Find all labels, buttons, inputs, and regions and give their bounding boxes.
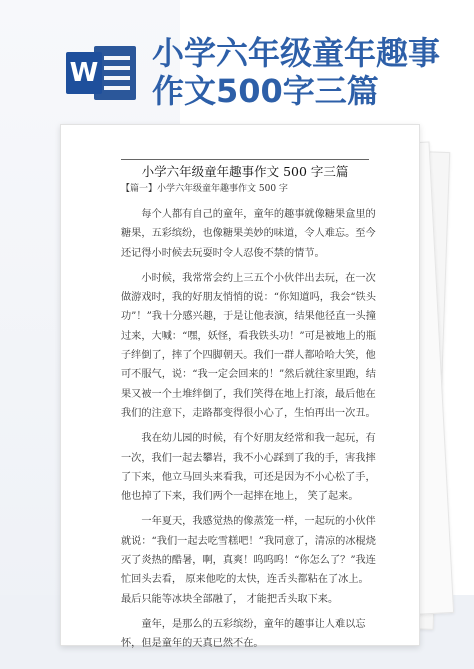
page-title: 小学六年级童年趣事作文500字三篇 — [152, 34, 441, 110]
word-letter-tile: W — [66, 52, 102, 94]
paragraph: 童年，是那么的五彩缤纷，童年的趣事让人难以忘怀，但是童年的天真已然不在。 — [121, 618, 366, 650]
paragraph: 每个人都有自己的童年，童年的趣事就像糖果盒里的糖果，五彩缤纷，也像糖果美妙的味道，令人难忘。至今还记得小时候去玩耍时令人忍俊不禁的情节。 — [121, 209, 376, 259]
paragraph: 小时候，我常常会约上三五个小伙伴出去玩，在一次做游戏时，我的好朋友悄悄的说：“你知道吗，我会“铁头功”！”我十分感兴趣，于是让他表演，结果他径直一头撞过来，大喊：“嘿，妖怪，看我铁头功！”可是被地上的瓶子绊倒了，摔了个四脚朝天。我们一群人都哈哈大笑，他可不服气，说：“我一定会回来的！”然后就往家里跑，结果又被一个土堆绊倒了，我们笑得在地上打滚，最后他在我们的注意下，走路都变得很小心了，生怕再出一次丑。 — [121, 272, 376, 419]
paragraph: 我在幼儿园的时候，有个好朋友经常和我一起玩，有一次，我们一起去攀岩，我不小心踩到了我的手，害我摔了下来，他立马回头来看我，可还是因为不小心松了手，他也掉了下来，我们两个一起摔在地上， 笑了起来。 — [121, 433, 376, 503]
document-page — [60, 124, 420, 650]
document-title: 小学六年级童年趣事作文 500 字三篇 — [141, 164, 349, 179]
document-body — [121, 205, 379, 654]
word-logo-icon — [66, 42, 136, 104]
section-heading: 【篇一】小学六年级童年趣事作文 500 字 — [121, 184, 288, 194]
paragraph: 一年夏天，我感觉热的像蒸笼一样，一起玩的小伙伴就说：“我们一起去吃雪糕吧！”我同意了，清凉的冰棍烧灭了炎热的酷暑，啊，真爽！呜呜呜！“你怎么了？”我连忙回头去看， 原来他吃的太快，连舌头都粘在了冰上。 最后只能等冰块全部融了， 才能把舌头取下来。 — [121, 516, 376, 605]
title-rule — [121, 159, 369, 160]
